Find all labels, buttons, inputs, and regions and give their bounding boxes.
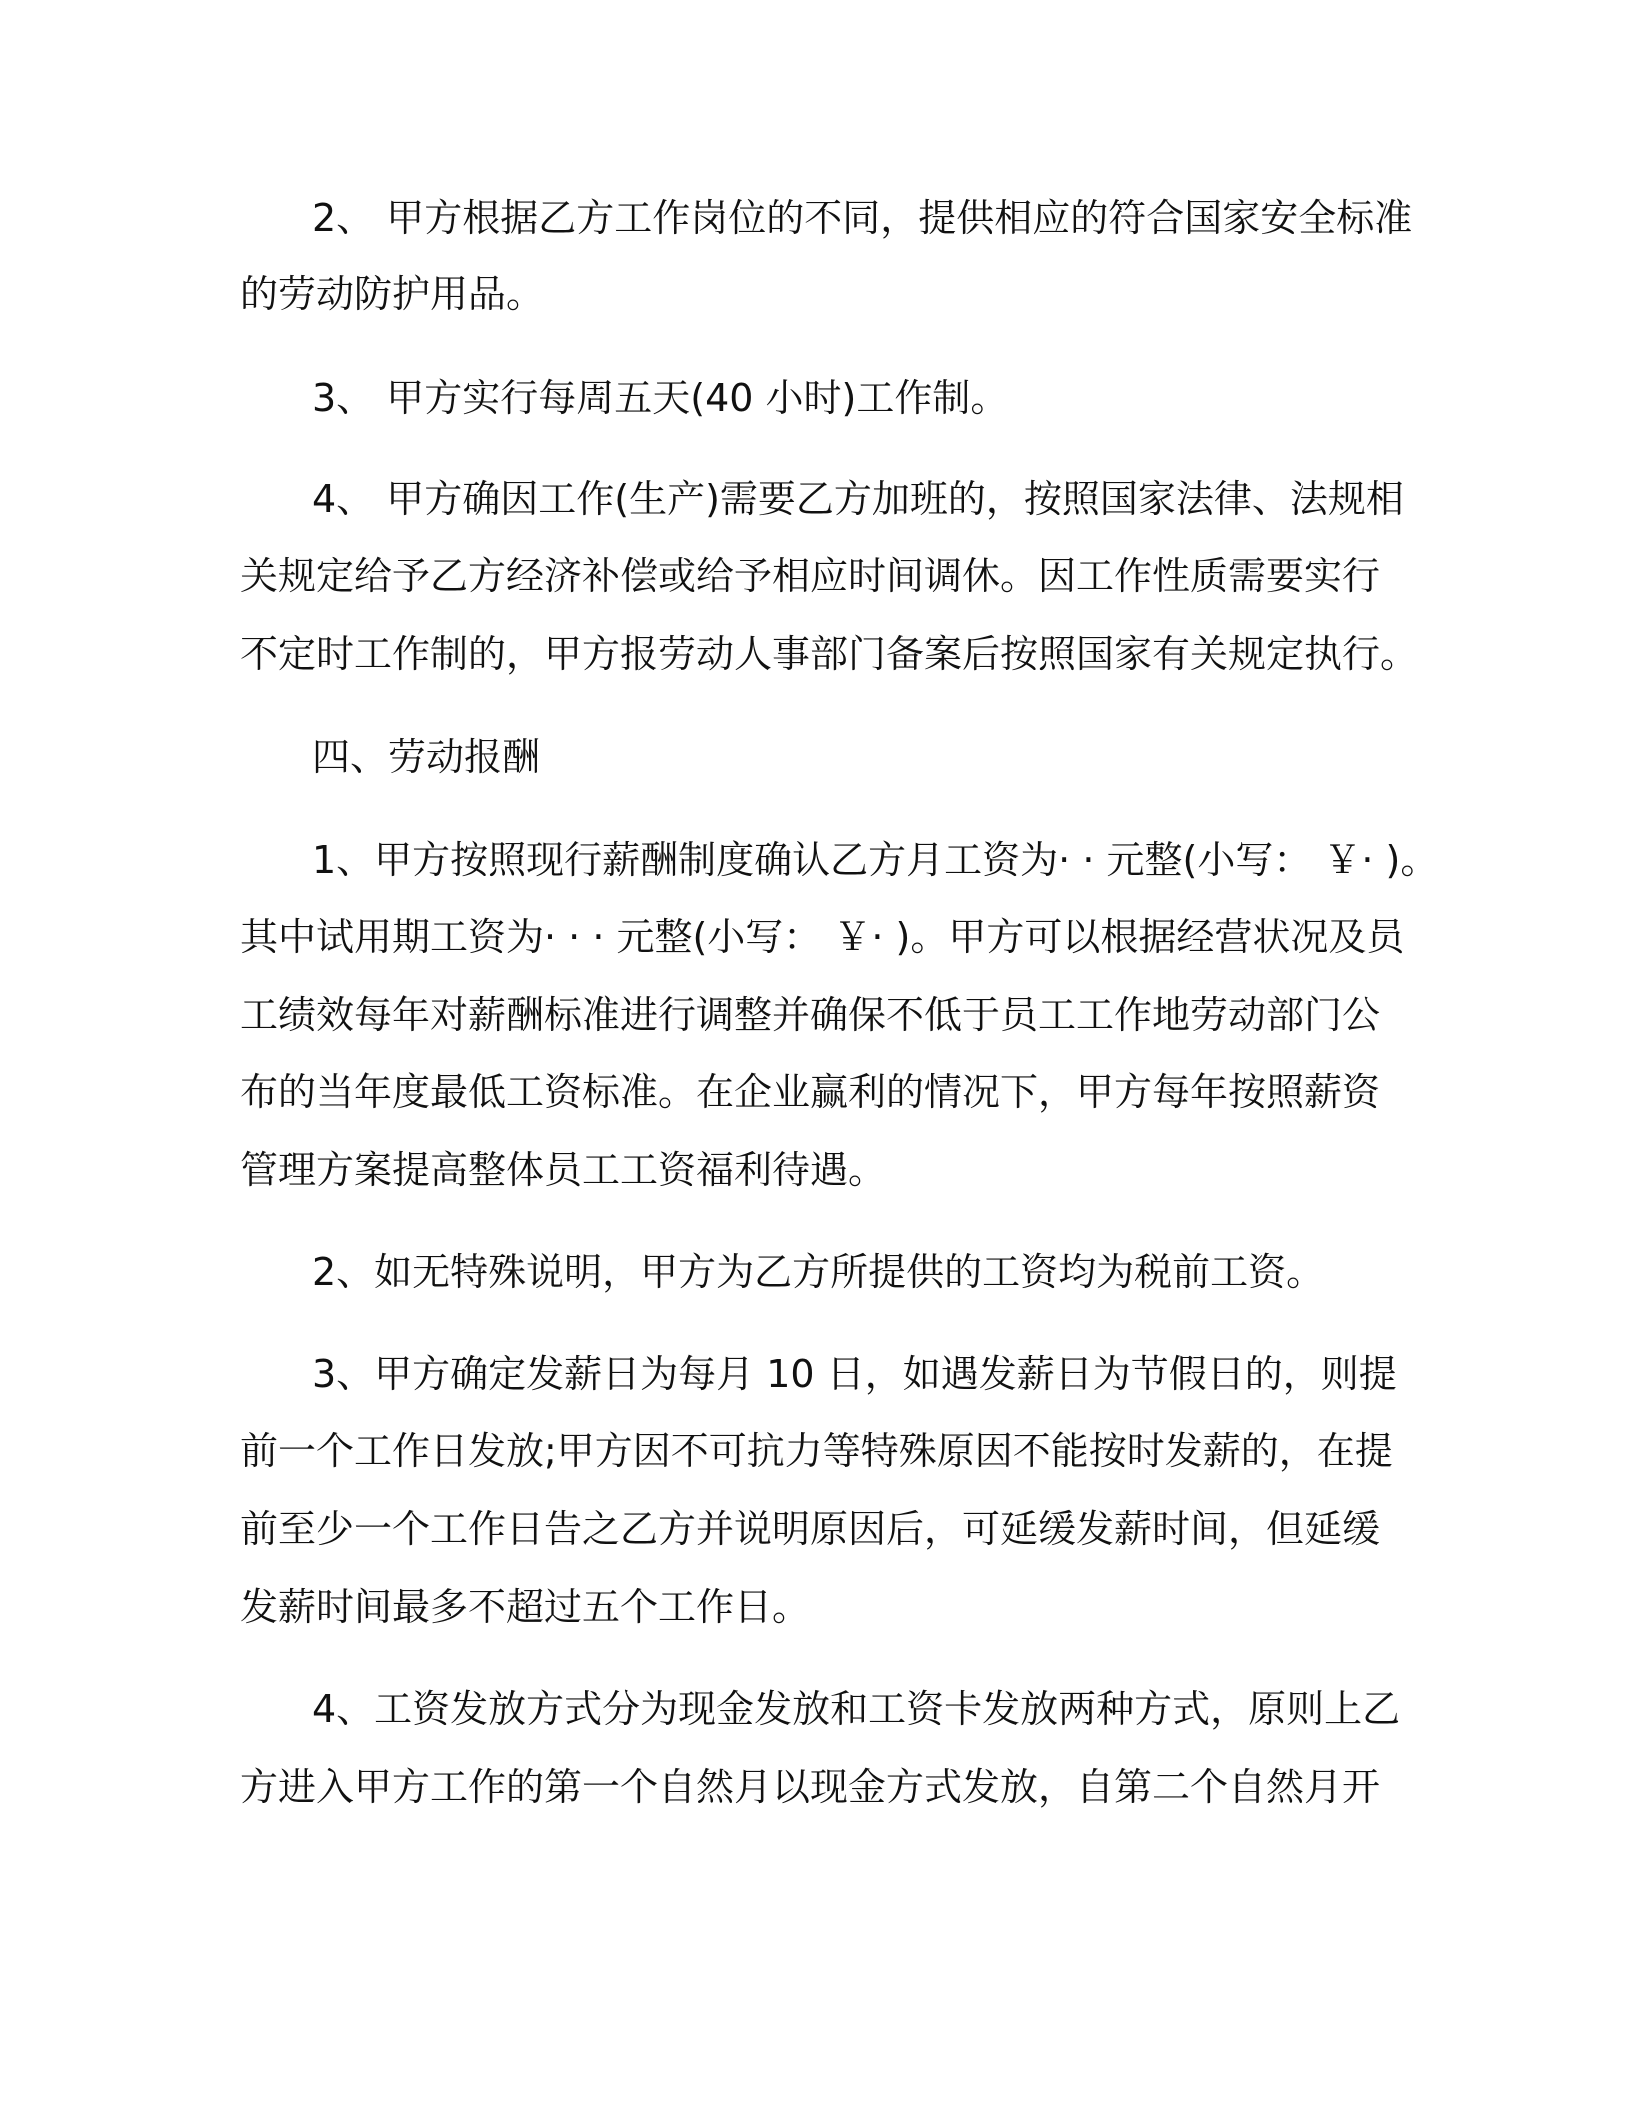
paragraph-line: 其中试用期工资为· · · 元整(小写： ￥· )。甲方可以根据经营状况及员 (240, 915, 1405, 959)
paragraph-line: 方进入甲方工作的第一个自然月以现金方式发放，自第二个自然月开 (240, 1765, 1381, 1809)
paragraph-line: 关规定给予乙方经济补偿或给予相应时间调休。因工作性质需要实行 (240, 554, 1381, 598)
paragraph-line: 的劳动防护用品。 (240, 272, 545, 316)
paragraph-line: 前一个工作日发放;甲方因不可抗力等特殊原因不能按时发薪的，在提 (240, 1429, 1393, 1473)
paragraph-line: 1、甲方按照现行薪酬制度确认乙方月工资为· · 元整(小写： ￥· )。 (312, 838, 1439, 882)
paragraph-line: 3、甲方确定发薪日为每月 10 日，如遇发薪日为节假日的，则提 (312, 1352, 1397, 1396)
paragraph-line: 前至少一个工作日告之乙方并说明原因后，可延缓发薪时间，但延缓 (240, 1507, 1381, 1551)
paragraph-line: 2、如无特殊说明，甲方为乙方所提供的工资均为税前工资。 (312, 1250, 1325, 1294)
paragraph-line: 不定时工作制的，甲方报劳动人事部门备案后按照国家有关规定执行。 (240, 632, 1419, 676)
section-heading: 四、劳动报酬 (312, 735, 541, 779)
paragraph-line: 4、工资发放方式分为现金发放和工资卡发放两种方式，原则上乙 (312, 1687, 1401, 1731)
paragraph-line: 2、 甲方根据乙方工作岗位的不同，提供相应的符合国家安全标准 (312, 196, 1413, 240)
paragraph-line: 3、 甲方实行每周五天(40 小时)工作制。 (312, 376, 1009, 420)
paragraph-line: 管理方案提高整体员工工资福利待遇。 (240, 1148, 887, 1192)
paragraph-line: 4、 甲方确因工作(生产)需要乙方加班的，按照国家法律、法规相 (312, 477, 1404, 521)
paragraph-line: 发薪时间最多不超过五个工作日。 (240, 1585, 811, 1629)
paragraph-line: 工绩效每年对薪酬标准进行调整并确保不低于员工工作地劳动部门公 (240, 993, 1381, 1037)
paragraph-line: 布的当年度最低工资标准。在企业赢利的情况下，甲方每年按照薪资 (240, 1070, 1381, 1114)
